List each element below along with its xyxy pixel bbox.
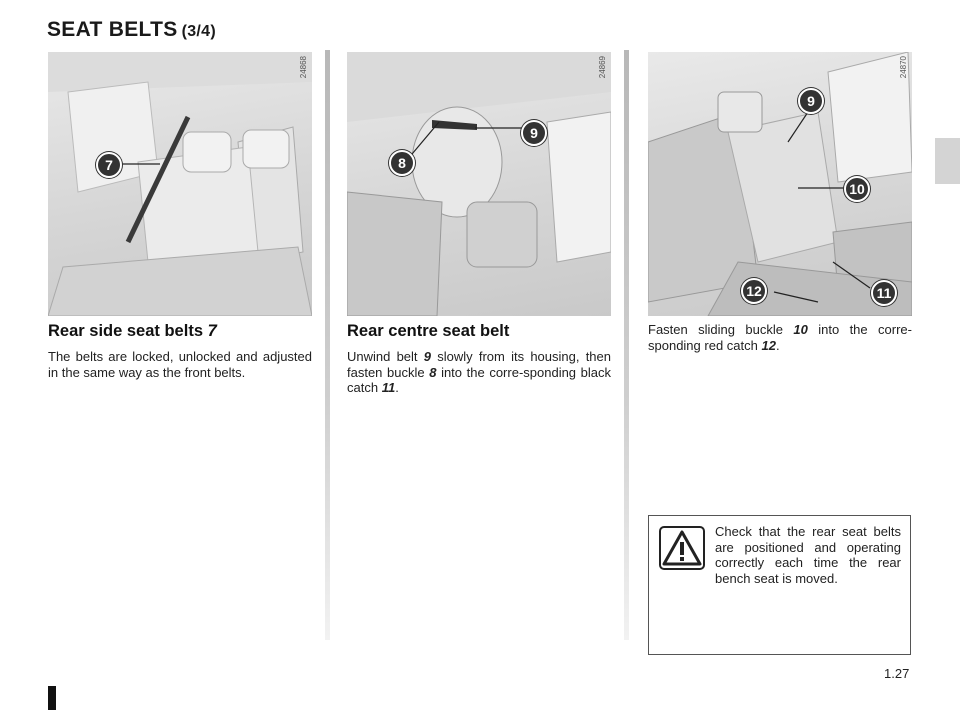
warning-text-wrapper <box>659 524 901 586</box>
text-run: into the corre-sponding red catch <box>648 322 912 353</box>
text-run: slowly from its housing, then fasten buckle <box>347 349 612 380</box>
column-divider <box>325 50 330 640</box>
text-run: . <box>395 380 399 395</box>
section-heading-rear-side <box>48 322 312 341</box>
ref-9: 9 <box>423 349 432 364</box>
paragraph-rear-centre <box>347 349 611 396</box>
text-run: Unwind belt <box>347 349 424 364</box>
text-run: Fasten sliding buckle <box>648 322 794 337</box>
ref-10: 10 <box>793 322 808 337</box>
heading-text: Rear side seat belts <box>48 322 203 340</box>
paragraph-sliding-buckle <box>648 322 912 353</box>
text-run: . <box>775 337 780 353</box>
chapter-tab <box>935 138 960 184</box>
figure-rear-centre-belt <box>347 52 611 316</box>
column-divider <box>624 50 629 640</box>
callout-9: 9 <box>521 120 547 146</box>
page-title-suffix: (3/4) <box>181 23 216 40</box>
warning-box <box>648 515 911 655</box>
figure-code: 24870 <box>899 56 908 79</box>
figure-code: 24869 <box>598 56 607 79</box>
callout-12: 12 <box>741 278 767 304</box>
ref-8: 8 <box>429 364 437 380</box>
section-heading-rear-centre: Rear centre seat belt <box>347 322 510 340</box>
page-title-text: SEAT BELTS <box>47 18 178 41</box>
corner-mark <box>48 686 56 710</box>
callout-9: 9 <box>798 88 824 114</box>
rear-seat-illustration <box>48 52 312 316</box>
ref-11: 11 <box>381 380 396 395</box>
figure-sliding-buckle <box>648 52 912 316</box>
page-number: 1.27 <box>884 666 910 681</box>
callout-11: 11 <box>871 280 897 306</box>
figure-code: 24868 <box>299 56 308 79</box>
roof-housing-illustration <box>347 52 611 316</box>
figure-rear-side-belts <box>48 52 312 316</box>
page-title <box>47 18 216 42</box>
callout-7: 7 <box>96 152 122 178</box>
callout-8: 8 <box>389 150 415 176</box>
text-run: into the corre-sponding black catch <box>347 364 611 395</box>
ref-12: 12 <box>761 337 776 353</box>
callout-10: 10 <box>844 176 870 202</box>
warning-text: Check that the rear seat belts are positioned and operating correctly each time the rear bench seat is moved. <box>715 524 901 586</box>
paragraph-rear-side: The belts are locked, unlocked and adjusted in the same way as the front belts. <box>48 349 312 380</box>
heading-ref: 7 <box>207 322 217 340</box>
bench-seat-illustration <box>648 52 912 316</box>
